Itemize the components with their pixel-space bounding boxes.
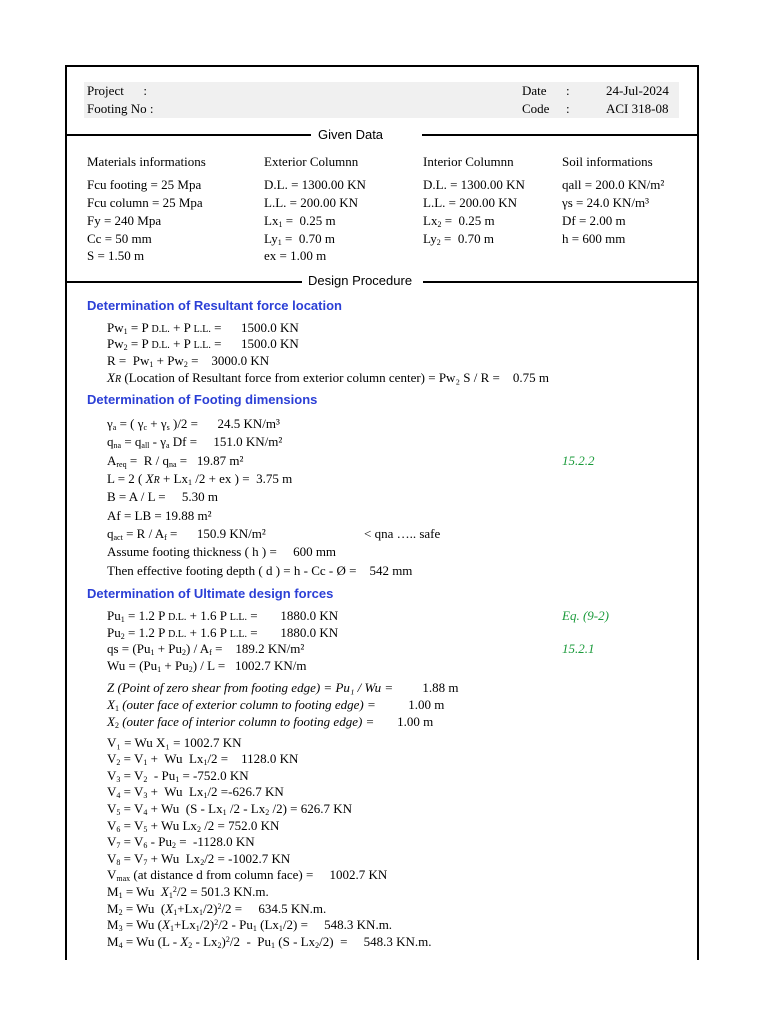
- pw2-line: $Pw_2 = P$ D.L. + P L.L. = 1500.0 KN: [107, 336, 299, 352]
- v6-line: $V_6 = V_5 + Wu$ $Lx_2$ /2 = 752.0 KN: [107, 818, 280, 834]
- v7-line: $V_7 = V_6 - Pu_2 = -1128.0$ KN: [107, 834, 255, 850]
- soil-h: h = 600 mm: [562, 231, 626, 246]
- given-data-title: Given Data: [318, 127, 384, 142]
- soil-df: Df = 2.00 m: [562, 213, 626, 228]
- x2-line: $X_2$ (outer face of interior column to footing edge) = 1.00 m: [107, 714, 434, 730]
- v4-line: $V_4 = V_3 + Wu$ $Lx_1/2 =-626.7$ KN: [107, 784, 284, 800]
- v2-line: $V_2 = V_1 + Wu$ $Lx_1/2$ = 1128.0 KN: [107, 751, 299, 767]
- fy: Fy = 240 Mpa: [87, 213, 162, 228]
- int-dl: D.L. = 1300.00 KN: [423, 177, 525, 192]
- pw1-line: $Pw_1 = P$ D.L. + P L.L. = 1500.0 KN: [107, 320, 299, 336]
- exterior-heading: Exterior Columnn: [264, 154, 359, 169]
- code-colon: :: [566, 101, 570, 116]
- depth-line: Then effective footing depth ( d ) = h - Cc - Ø = 542 mm: [107, 563, 413, 578]
- soil-heading: Soil informations: [562, 154, 653, 169]
- vmax-line: $V_{max}$ (at distance d from column face) = 1002.7 KN: [107, 867, 388, 883]
- spacing: S = 1.50 m: [87, 248, 145, 263]
- areq-line: $A_{req} = R / q_{na} = 19.87$ m²: [107, 453, 244, 469]
- divider-right-2: [423, 281, 698, 283]
- l-line: L = 2 ( XR + $Lx_1$ /2 + ex ) = 3.75 m: [107, 471, 293, 487]
- qna-line: $q_{na} = q_{all} - \gamma_a$ Df = 151.0 KN/m²: [107, 434, 283, 450]
- date-value: 24-Jul-2024: [606, 83, 669, 98]
- int-ly: $Ly_2 = 0.70$ m: [423, 231, 494, 247]
- af-line: Af = LB = 19.88 m²: [107, 508, 212, 523]
- ga-line: $\gamma_a$ = ( $\gamma_c + \gamma_s$ )/2 = 24.5 KN/m³: [107, 416, 280, 432]
- pu1-line: $Pu_1 = 1.2$ P D.L. + 1.6 P L.L. = 1880.0 KN: [107, 608, 339, 624]
- code-label: Code: [522, 101, 550, 116]
- v8-line: $V_8 = V_7 + Wu$ $Lx_2/2 = -1002.7$ KN: [107, 851, 291, 867]
- xr-line: XR (Location of Resultant force from exterior column center) = Pw₂ S / R = 0.75 m: [107, 370, 549, 385]
- m2-line: $M_2 = Wu$ $(X_1+Lx_1/2)^2/2$ = 634.5 KN.m.: [107, 901, 327, 917]
- ext-lx: $Lx_1 = 0.25$ m: [264, 213, 336, 229]
- date-label: Date: [522, 83, 547, 98]
- m4-line: $M_4 = Wu$ $(L - X_2 - Lx_2)^2/2 - Pu_1$ $(S - Lx_2/2)$ = 548.3 KN.m.: [107, 934, 432, 950]
- ref-qs: 15.2.1: [562, 641, 595, 656]
- resultant-heading: Determination of Resultant force location: [87, 298, 342, 313]
- r-line: $R = Pw_1 + Pw_2$ = 3000.0 KN: [107, 353, 270, 369]
- ext-ex: ex = 1.00 m: [264, 248, 327, 263]
- m3-line: $M_3 = Wu$ $(X_1+Lx_1/2)^2/2 - Pu_1$ $(Lx_1/2)$ = 548.3 KN.m.: [107, 917, 393, 933]
- m1-line: $M_1 = Wu$ $X_1^2/2 = 501.3$ KN.m.: [107, 884, 269, 900]
- project-label: Project :: [87, 83, 147, 98]
- footing-label: Footing No :: [87, 101, 154, 116]
- interior-heading: Interior Columnn: [423, 154, 514, 169]
- v1-line: V₁ = Wu X₁ = 1002.7 KN: [107, 735, 242, 750]
- divider-left: [66, 134, 311, 136]
- fcu-column: Fcu column = 25 Mpa: [87, 195, 203, 210]
- wu-line: $Wu = (Pu_1 + Pu_2) / L = 1002.7$ KN/m: [107, 658, 307, 674]
- code-value: ACI 318-08: [606, 101, 669, 116]
- ref-areq: 15.2.2: [562, 453, 595, 468]
- x1-line: $X_1$ (outer face of exterior column to footing edge) = 1.00 m: [107, 697, 445, 713]
- v3-line: $V_3 = V_2 - Pu_1 = -752.0$ KN: [107, 768, 249, 784]
- cc: Cc = 50 mm: [87, 231, 152, 246]
- divider-left-2: [66, 281, 302, 283]
- design-procedure-title: Design Procedure: [308, 273, 413, 288]
- b-line: B = A / L = 5.30 m: [107, 489, 218, 504]
- qact-line: $q_{act} = R / A_f$ = 150.9 KN/m²: [107, 526, 266, 542]
- ref-pu: Eq. (9-2): [562, 608, 609, 623]
- int-lx: $Lx_2 = 0.25$ m: [423, 213, 495, 229]
- divider-right: [422, 134, 698, 136]
- assume-line: Assume footing thickness ( h ) = 600 mm: [107, 544, 337, 559]
- fcu-footing: Fcu footing = 25 Mpa: [87, 177, 202, 192]
- pu2-line: $Pu_2 = 1.2$ P D.L. + 1.6 P L.L. = 1880.0 KN: [107, 625, 339, 641]
- header-band: [84, 82, 679, 118]
- soil-gs: γs = 24.0 KN/m³: [562, 195, 650, 210]
- ext-ly: $Ly_1 = 0.70$ m: [264, 231, 335, 247]
- materials-heading: Materials informations: [87, 154, 206, 169]
- dims-heading: Determination of Footing dimensions: [87, 392, 318, 407]
- date-colon: :: [566, 83, 570, 98]
- soil-qall: qall = 200.0 KN/m²: [562, 177, 665, 192]
- z-line: Z (Point of zero shear from footing edge) = Pu₁ / Wu = 1.88 m: [107, 680, 459, 695]
- ult-heading: Determination of Ultimate design forces: [87, 586, 334, 601]
- v5-line: $V_5 = V_4 + Wu$ ($S - Lx_1$ $/2 - Lx_2$ /2) = 626.7 KN: [107, 801, 353, 817]
- safe-check: < qna ….. safe: [364, 526, 441, 541]
- ext-dl: D.L. = 1300.00 KN: [264, 177, 366, 192]
- qs-line: qs = $(Pu_1 + Pu_2) / A_f$ = 189.2 KN/m²: [107, 641, 305, 657]
- ext-ll: L.L. = 200.00 KN: [264, 195, 358, 210]
- int-ll: L.L. = 200.00 KN: [423, 195, 517, 210]
